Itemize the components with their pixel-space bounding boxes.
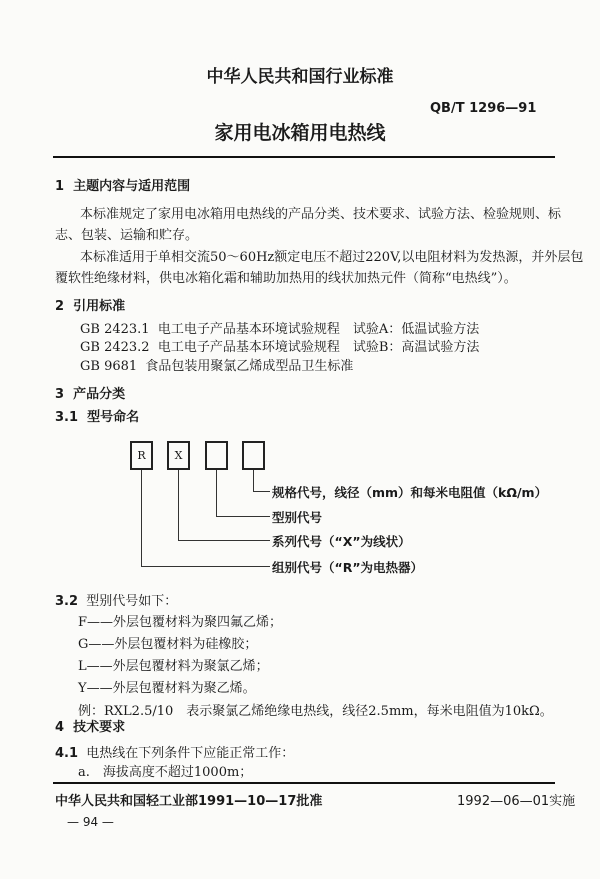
- connector-line: [216, 516, 270, 517]
- connector-line: [178, 540, 270, 541]
- section-1-heading: [55, 175, 190, 194]
- section-title: 产品分类: [73, 387, 126, 402]
- document-title: 家用电冰箱用电热线: [214, 122, 386, 144]
- reference-code: GB 9681: [80, 359, 138, 374]
- reference-title: 电工电子产品基本环境试验规程 试验A：低温试验方法: [157, 322, 480, 337]
- type-code-item: G——外层包覆材料为硅橡胶；: [78, 637, 258, 652]
- page-number: — 94 —: [67, 815, 114, 829]
- code-box-spec: [242, 441, 265, 470]
- section-title: 主题内容与适用范围: [73, 179, 191, 194]
- section-3-heading: [55, 383, 125, 402]
- reference-title: 电工电子产品基本环境试验规程 试验B：高温试验方法: [157, 340, 480, 355]
- subsection-3-2-heading: [55, 590, 177, 609]
- effective-date: 1992—06—01实施: [457, 794, 576, 809]
- subsection-title: 型号命名: [87, 410, 140, 425]
- type-code-item: L——外层包覆材料为聚氯乙烯；: [78, 659, 269, 674]
- section-number: 2: [55, 299, 65, 314]
- reference-code: GB 2423.2: [80, 340, 150, 355]
- section-title: 引用标准: [73, 299, 126, 314]
- code-box-type: [205, 441, 228, 470]
- reference-title: 食品包装用聚氯乙烯成型品卫生标准: [145, 359, 354, 374]
- section-2-heading: [55, 295, 125, 314]
- connector-line: [141, 470, 142, 567]
- connector-line: [178, 470, 179, 541]
- connector-line: [141, 566, 270, 567]
- subsection-number: 3.1: [55, 410, 79, 425]
- example-line: 例：RXL2.5/10 表示聚氯乙烯绝缘电热线，线径2.5mm，每米电阻值为10kΩ。: [78, 704, 553, 719]
- reference-item: [80, 355, 353, 374]
- standard-category: 中华人民共和国行业标准: [206, 67, 394, 87]
- label-group-code: 组别代号（“R”为电热器）: [272, 560, 424, 575]
- condition-item: a. 海拔高度不超过1000m；: [78, 765, 253, 780]
- standard-code: QB/T 1296—91: [430, 101, 537, 116]
- code-box-series: X: [167, 441, 190, 470]
- section-number: 3: [55, 387, 65, 402]
- code-box-group: R: [130, 441, 153, 470]
- header-rule: [53, 156, 555, 158]
- reference-item: [80, 318, 479, 337]
- paragraph-line: 志、包装、运输和贮存。: [55, 228, 199, 243]
- subsection-3-1-heading: [55, 406, 139, 425]
- subsection-title: 型别代号如下：: [86, 594, 178, 609]
- connector-line: [216, 470, 217, 517]
- section-number: 1: [55, 179, 65, 194]
- paragraph-line: 本标准规定了家用电冰箱用电热线的产品分类、技术要求、试验方法、检验规则、标: [80, 207, 562, 222]
- reference-item: [80, 336, 479, 355]
- subsection-number: 3.2: [55, 594, 79, 609]
- label-series-code: 系列代号（“X”为线状）: [272, 534, 411, 549]
- approval-date: 中华人民共和国轻工业部1991—10—17批准: [55, 794, 323, 809]
- type-code-item: F——外层包覆材料为聚四氟乙烯；: [78, 615, 283, 630]
- section-4-heading: [55, 716, 125, 735]
- connector-line: [253, 491, 270, 492]
- section-number: 4: [55, 720, 65, 735]
- type-code-item: Y——外层包覆材料为聚乙烯。: [78, 681, 256, 696]
- subsection-4-1: [55, 742, 294, 761]
- reference-code: GB 2423.1: [80, 322, 150, 337]
- label-type-code: 型别代号: [272, 510, 323, 525]
- connector-line: [253, 470, 254, 492]
- paragraph-line: 覆软性绝缘材料，供电冰箱化霜和辅助加热用的线状加热元件（简称“电热线”）。: [55, 271, 517, 286]
- paragraph-line: 本标准适用于单相交流50～60Hz额定电压不超过220V,以电阻材料为发热源，并外层包: [80, 250, 584, 265]
- section-title: 技术要求: [73, 720, 126, 735]
- subsection-text: 电热线在下列条件下应能正常工作：: [86, 746, 295, 761]
- label-spec-code: 规格代号，线径（mm）和每米电阻值（kΩ/m）: [272, 485, 548, 500]
- subsection-number: 4.1: [55, 746, 79, 761]
- footer-rule: [53, 782, 555, 784]
